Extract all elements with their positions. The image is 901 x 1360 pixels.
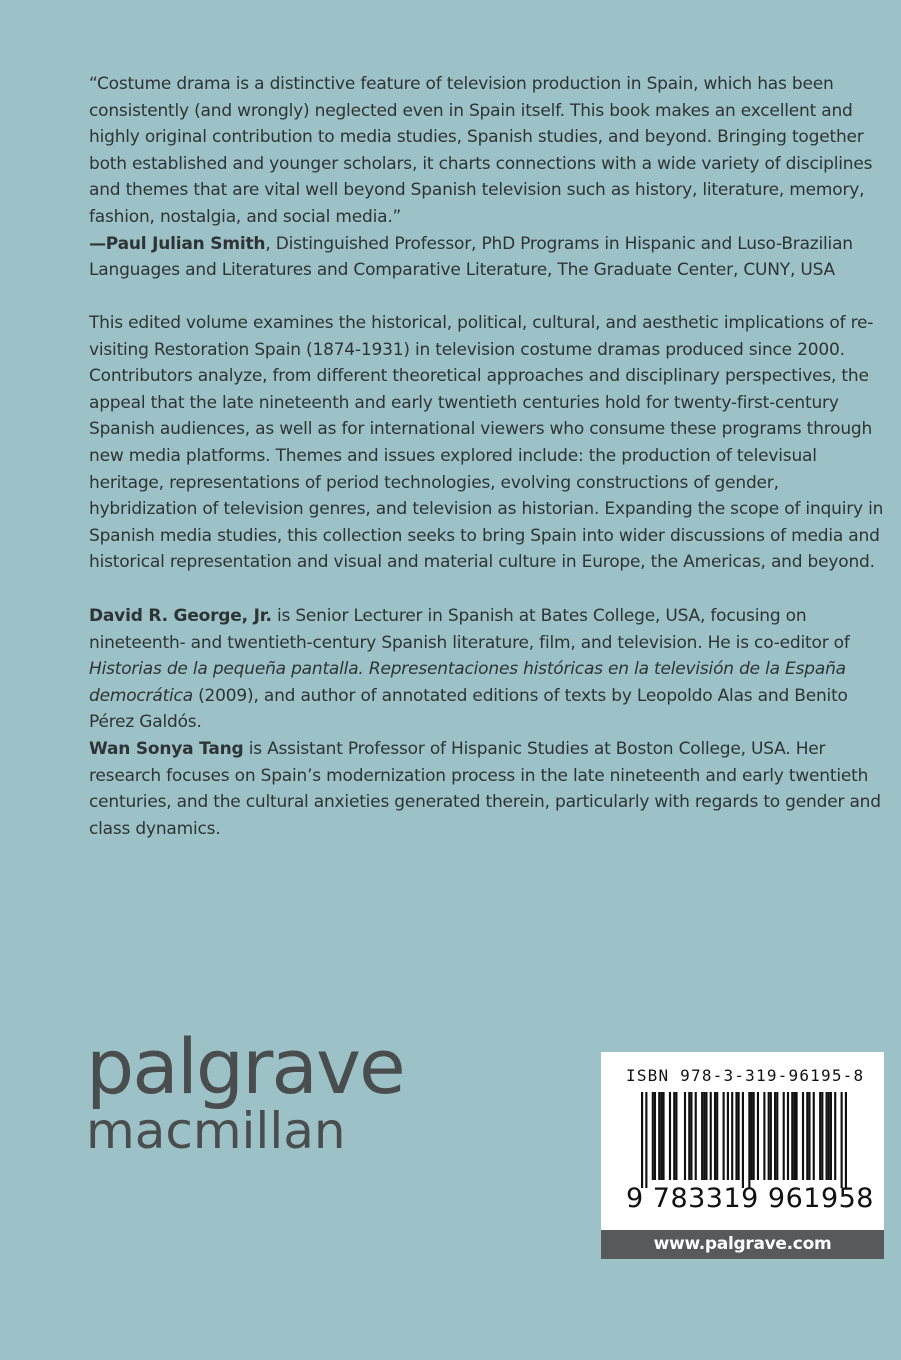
quote-text: “Costume drama is a distinctive feature of television production in Spain, which has been consistently (and wrongly) neglected even in Spain itself. This book makes an excellent and highly original contribution to media studies, Spanish studies, and beyond. Bringing together both established and younger scholars, it charts connections with a wide variety of disciplines and themes that are vital well beyond Spanish television such as history, literature, memory, fashion, nostalgia, and social media.” — [89, 74, 873, 227]
editor-bio-tang — [89, 736, 889, 842]
endorsement-quote — [89, 71, 889, 284]
book-title-reference: Historias de la pequeña pantalla. Representaciones históricas en la televisión de la España democrática — [89, 659, 846, 706]
logo-palgrave: palgrave — [86, 1022, 404, 1111]
isbn-digits: 9 783319 961958 — [626, 1183, 874, 1214]
bio-text-b: (2009), and author of annotated editions of texts by Leopoldo Alas and Benito Pérez Galdós. — [89, 685, 848, 733]
logo-macmillan: macmillan — [86, 1102, 346, 1160]
isbn-label: ISBN 978-3-319-96195-8 — [626, 1066, 865, 1085]
publisher-logo — [86, 1022, 404, 1160]
quote-author: —Paul Julian Smith — [89, 233, 266, 254]
summary-text: This edited volume examines the historical, political, cultural, and aesthetic implications of re-visiting Restoration Spain (1874-1931) in television costume dramas produced since 2000. Contributors analyze, from different theoretical approaches and disciplinary perspectives, the appeal that the late nineteenth and early twentieth centuries hold for twenty-first-century Spanish audiences, as well as for international viewers who consume these programs through new media platforms. Themes and issues explored include: the production of televisual heritage, representations of period technologies, evolving constructions of gender, hybridization of television genres, and television as historian. Expanding the scope of inquiry in Spanish media studies, this collection seeks to bring Spain into wider discussions of media and historical representation and visual and material culture in Europe, the Americas, and beyond. — [89, 313, 884, 573]
bio-text-tang: is Assistant Professor of Hispanic Studies at Boston College, USA. Her research focuses on Spain’s modernization process in the late nineteenth and early twentieth centuries, and the cultural anxieties generated therein, particularly with regards to gender and class dynamics. — [89, 739, 881, 839]
publisher-website[interactable]: www.palgrave.com — [601, 1230, 884, 1259]
editor-bio-george — [89, 603, 889, 736]
quote-author-affiliation: , Distinguished Professor, PhD Programs in Hispanic and Luso-Brazilian Languages and Literatures and Comparative Literature, The Graduate Center, CUNY, USA — [89, 233, 853, 281]
editor-name-tang: Wan Sonya Tang — [89, 739, 244, 759]
isbn-barcode-box — [601, 1052, 884, 1230]
barcode-icon — [641, 1092, 847, 1188]
editor-name-george: David R. George, Jr. — [89, 606, 272, 626]
bio-text-a: is Senior Lecturer in Spanish at Bates College, USA, focusing on nineteenth- and twentieth-century Spanish literature, film, and television. He is co-editor of — [89, 606, 850, 653]
book-summary — [89, 310, 889, 576]
